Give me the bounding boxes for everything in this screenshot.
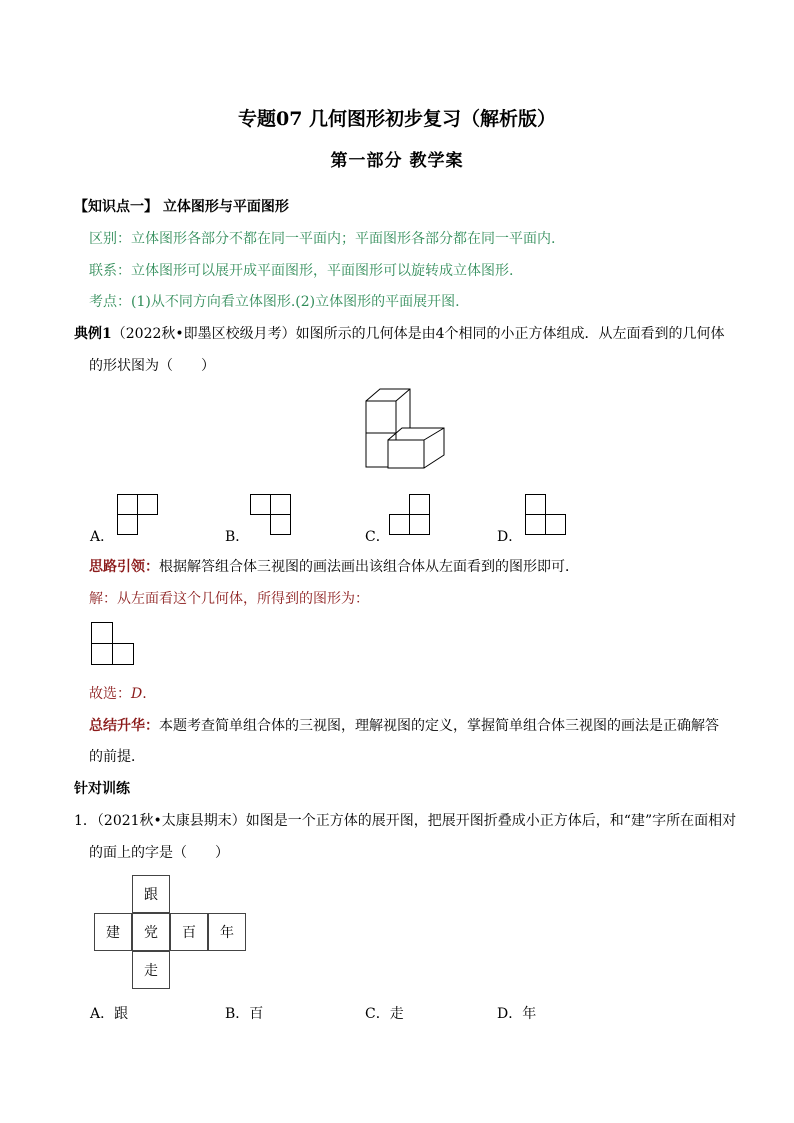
option-b: B． (225, 529, 250, 545)
example1-hint (89, 557, 579, 577)
knowledge-relation: 联系：立体图形可以展开成平面图形，平面图形可以旋转成立体图形. (89, 263, 514, 279)
page-subtitle: 第一部分 教学案 (330, 151, 464, 171)
net-cell-top: 跟 (132, 875, 170, 913)
example1-question (74, 324, 725, 344)
answer-letter: D (131, 686, 143, 702)
summary-text: 本题考查简单组合体的三视图，理解视图的定义，掌握简单组合体三视图的画法是正确解答 (159, 718, 719, 734)
training-q1: 1．（2021秋•太康县期末）如图是一个正方体的展开图，把展开图折叠成小正方体后，和“建”字所在面相对 (74, 813, 737, 829)
example1-question-text: 如图所示的几何体是由4个相同的小正方体组成．从左面看到的几何体 (295, 326, 725, 342)
example1-question-line2: 的形状图为（ ） (89, 358, 215, 374)
hint-text: 根据解答组合体三视图的画法画出该组合体从左面看到的图形即可． (159, 559, 579, 575)
answer-suffix: . (142, 686, 147, 702)
net-cell-right1: 百 (170, 913, 208, 951)
example1-solution: 解：从左面看这个几何体，所得到的图形为： (89, 591, 369, 607)
net-cell-center: 党 (132, 913, 170, 951)
example1-summary-line2: 的前提． (89, 749, 145, 765)
option-a: A． (90, 529, 115, 545)
net-cell-left: 建 (94, 913, 132, 951)
cube-net (94, 875, 250, 991)
training-option-b: B．百 (225, 1006, 264, 1022)
knowledge-exam-points: 考点：(1)从不同方向看立体图形.(2)立体图形的平面展开图. (89, 294, 460, 310)
example1-label: 典例1 (74, 326, 112, 342)
summary-label: 总结升华： (89, 718, 159, 734)
option-c: C． (365, 529, 390, 545)
training-option-d: D．年 (497, 1006, 537, 1022)
net-cell-bottom: 走 (132, 951, 170, 989)
hint-label: 思路引领： (89, 559, 159, 575)
solution-figure (91, 622, 135, 666)
option-a-figure (117, 494, 159, 536)
example1-source: （2022秋•即墨区校级月考） (111, 326, 296, 342)
net-cell-right2: 年 (208, 913, 246, 951)
option-d: D． (497, 529, 523, 545)
option-c-figure (389, 494, 431, 536)
training-option-a: A．跟 (90, 1006, 129, 1022)
option-b-figure (250, 494, 292, 536)
answer-prefix: 故选： (89, 686, 131, 702)
example1-summary (89, 716, 719, 736)
cube-figure (360, 387, 450, 469)
training-heading: 针对训练 (74, 781, 130, 797)
knowledge-heading: 【知识点一】 立体图形与平面图形 (74, 199, 289, 215)
example1-answer (89, 684, 147, 704)
training-option-c: C．走 (365, 1006, 404, 1022)
knowledge-distinction: 区别：立体图形各部分不都在同一平面内；平面图形各部分都在同一平面内. (89, 231, 556, 247)
page-title: 专题07 几何图形初步复习（解析版） (237, 108, 557, 130)
option-d-figure (525, 494, 567, 536)
training-q1-line2: 的面上的字是（ ） (89, 845, 229, 861)
